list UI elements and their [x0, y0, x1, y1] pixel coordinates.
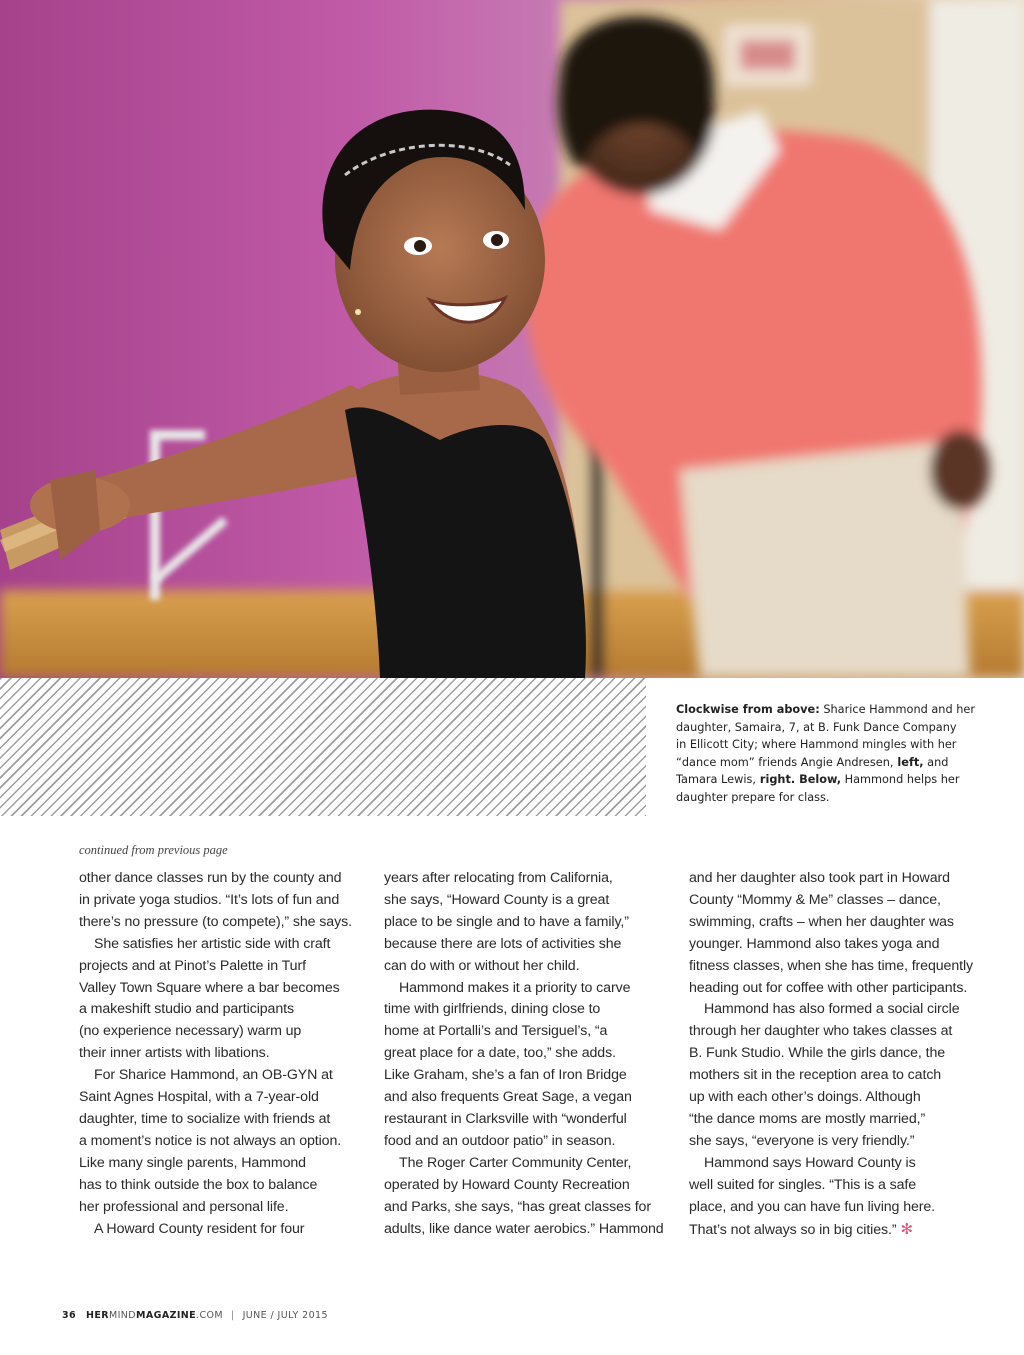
caption-text: Tamara Lewis,	[676, 773, 756, 787]
caption-bold: left,	[893, 755, 924, 769]
article-line: time with girlfriends, dining close to	[384, 1001, 601, 1018]
article-column-2	[384, 868, 684, 1240]
article-line: a moment’s notice is not always an option.	[79, 1132, 342, 1149]
caption-text: in Ellicott City; where Hammond mingles with her	[676, 738, 957, 752]
brand-magazine: MAGAZINE	[136, 1310, 197, 1321]
article-line: heading out for coffee with other participants.	[689, 979, 968, 996]
article-line: other dance classes run by the county and	[79, 870, 342, 886]
article-line: can do with or without her child.	[384, 957, 580, 974]
article-line: B. Funk Studio. While the girls dance, the	[689, 1045, 946, 1062]
page-footer	[62, 1310, 328, 1321]
article-line: fitness classes, when she has time, frequently	[689, 957, 974, 974]
article-line: has to think outside the box to balance	[79, 1176, 318, 1193]
article-line: and her daughter also took part in Howard	[689, 870, 950, 886]
article-line: she says, “everyone is very friendly.”	[689, 1132, 915, 1149]
article-line: “the dance moms are mostly married,”	[689, 1110, 926, 1127]
article-line: She satisfies her artistic side with craft	[94, 935, 331, 952]
article-line: projects and at Pinot’s Palette in Turf	[79, 957, 306, 974]
article-line: (no experience necessary) warm up	[79, 1023, 302, 1040]
caption-text: and	[923, 755, 949, 769]
article-line: their inner artists with libations.	[79, 1045, 270, 1062]
article-line: Like many single parents, Hammond	[79, 1154, 306, 1171]
article-column-1	[79, 868, 379, 1240]
article-line: swimming, crafts – when her daughter was	[689, 913, 954, 930]
article-line: home at Portalli’s and Tersiguel’s, “a	[384, 1023, 608, 1040]
article-line: she says, “Howard County is a great	[384, 891, 610, 908]
hatch-panel	[0, 678, 646, 816]
photo-caption	[676, 701, 976, 807]
article-line: and also frequents Great Sage, a vegan	[384, 1089, 632, 1106]
article-line: there’s no pressure (to compete),” she says.	[79, 913, 352, 930]
article-line: years after relocating from California,	[384, 870, 613, 886]
caption-text: daughter prepare for class.	[676, 790, 830, 804]
caption-lead: Clockwise from above:	[676, 703, 820, 716]
caption-text: Hammond helps her	[841, 773, 960, 787]
article-line: place, and you can have fun living here.	[689, 1198, 936, 1215]
article-line: great place for a date, too,” she adds.	[384, 1045, 616, 1062]
article-line: For Sharice Hammond, an OB-GYN at	[94, 1067, 333, 1084]
article-line: younger. Hammond also takes yoga and	[689, 935, 940, 952]
article-line: Hammond says Howard County is	[704, 1154, 916, 1171]
article-line: place to be single and to have a family,”	[384, 913, 629, 930]
article-line: food and an outdoor patio” in season.	[384, 1132, 616, 1149]
article-line: Saint Agnes Hospital, with a 7-year-old	[79, 1089, 319, 1106]
issue-date: JUNE / JULY 2015	[242, 1310, 328, 1321]
brand-com: .COM	[196, 1310, 223, 1321]
article-line: County “Mommy & Me” classes – dance,	[689, 891, 941, 908]
article-line: Hammond makes it a priority to carve	[399, 979, 631, 996]
article-line: because there are lots of activities she	[384, 935, 622, 952]
article-line: mothers sit in the reception area to catch	[689, 1067, 942, 1084]
page-number: 36	[62, 1310, 77, 1321]
article-line: up with each other’s doings. Although	[689, 1089, 921, 1106]
brand-mind: MIND	[109, 1310, 137, 1321]
caption-text: daughter, Samaira, 7, at B. Funk Dance Company	[676, 720, 957, 734]
footer-separator: |	[231, 1310, 235, 1321]
article-line: in private yoga studios. “It’s lots of fun and	[79, 891, 340, 908]
article-line: operated by Howard County Recreation	[384, 1176, 630, 1193]
caption-text: Sharice Hammond and her	[819, 703, 975, 716]
article-line: and Parks, she says, “has great classes for	[384, 1198, 651, 1215]
end-mark-icon: ✻	[900, 1220, 913, 1238]
caption-bold: Below,	[795, 773, 841, 787]
article-line: Like Graham, she’s a fan of Iron Bridge	[384, 1067, 627, 1084]
article-line: daughter, time to socialize with friends at	[79, 1110, 331, 1127]
article-line: adults, like dance water aerobics.” Hammond	[384, 1220, 664, 1237]
article-line: a makeshift studio and participants	[79, 1001, 294, 1018]
article-line: Valley Town Square where a bar becomes	[79, 979, 340, 996]
article-line: well suited for singles. “This is a safe	[689, 1176, 917, 1193]
article-line: through her daughter who takes classes at	[689, 1023, 953, 1040]
article-line: restaurant in Clarksville with “wonderful	[384, 1110, 627, 1127]
article-line: That’s not always so in big cities.” ✻	[689, 1220, 913, 1238]
article-line: The Roger Carter Community Center,	[399, 1154, 632, 1171]
article-line: A Howard County resident for four	[94, 1220, 305, 1237]
article-line: her professional and personal life.	[79, 1198, 289, 1215]
continued-note: continued from previous page	[79, 843, 228, 857]
article-column-3	[689, 868, 989, 1241]
article-line: Hammond has also formed a social circle	[704, 1001, 960, 1018]
brand-her: HER	[86, 1310, 109, 1321]
caption-bold: right.	[755, 773, 796, 787]
caption-text: “dance mom” friends Angie Andresen,	[676, 755, 894, 769]
